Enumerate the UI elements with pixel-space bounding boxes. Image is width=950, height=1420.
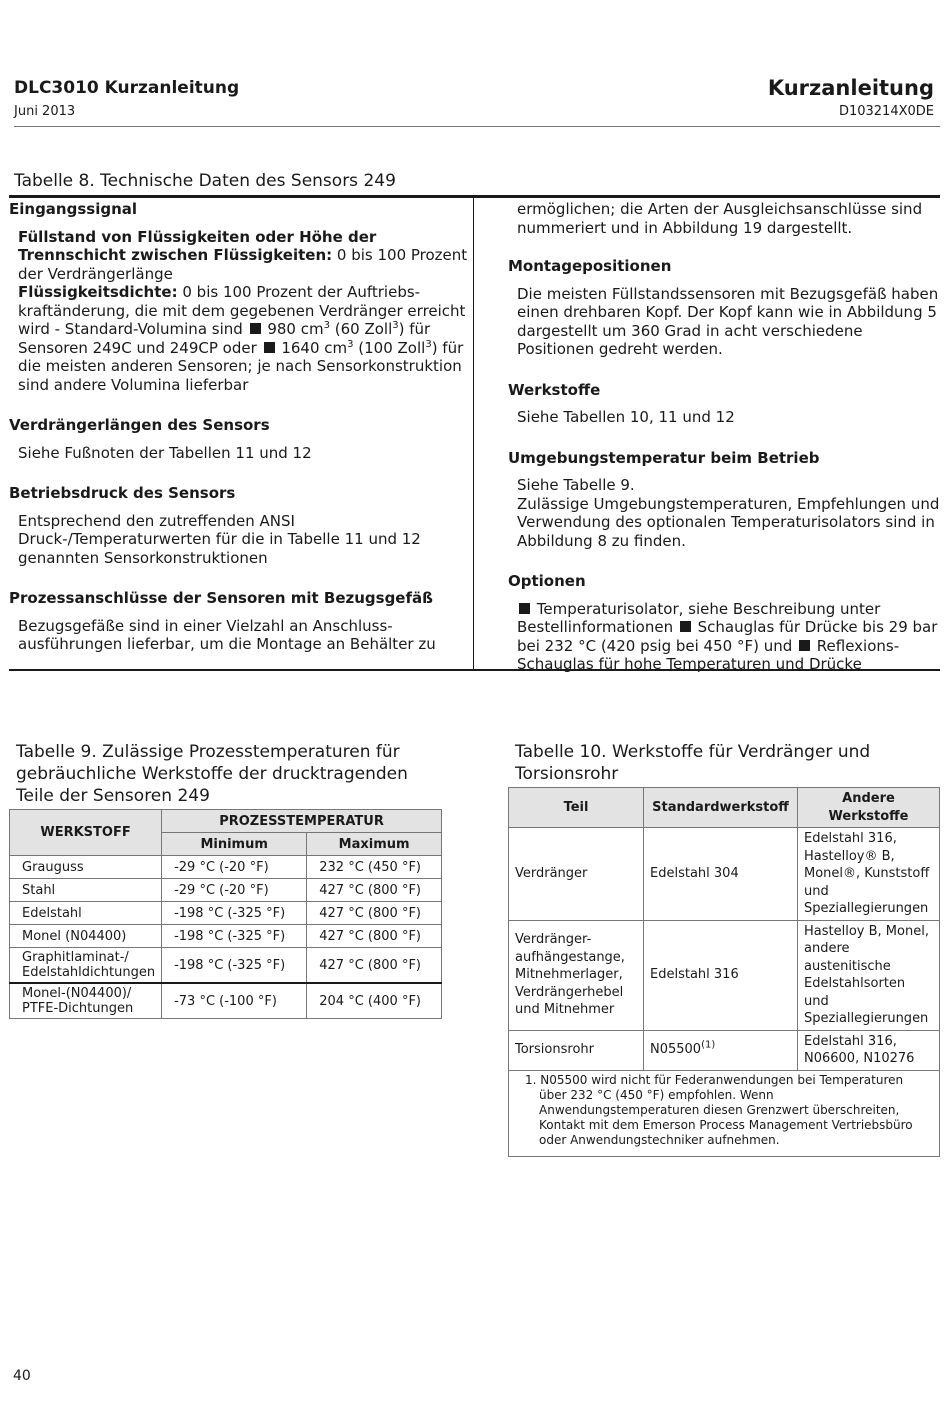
materials-body: Siehe Tabellen 10, 11 und 12 [517,408,735,426]
option-square-icon [264,342,275,353]
density-text: 0 bis 100 Prozent der Auftriebs-kraftänderung, die mit dem gegebenen Verdränger erreicht wird - Standard-Volumina sind [18,283,466,338]
option-square-icon [250,323,261,334]
table-row [509,828,940,921]
material-cell: Monel-(N04400)/ PTFE-Dichtungen [10,983,162,1019]
process-connections-continued: ermöglichen; die Arten der Ausgleichsanschlüsse sind nummeriert und in Abbildung 19 dargestellt. [517,200,923,237]
mounting-positions-body: Die meisten Füllstandssensoren mit Bezugsgefäß haben einen drehbaren Kopf. Der Kopf kann wie in Abbildung 5 dargestellt um 360 Grad in acht verschiedene Positionen gedreht werden. [517,284,939,358]
min-temp-cell: -29 °C (-20 °F) [162,856,307,879]
col-min-header: Minimum [162,833,307,856]
min-temp-cell: -29 °C (-20 °F) [162,879,307,902]
table-row [10,983,442,1019]
table9 [9,809,442,1019]
other-materials-cell: Edelstahl 316, Hastelloy® B, Monel®, Kunststoff und Speziallegierungen [798,828,940,921]
table-row [10,948,442,984]
superscript: 3 [425,338,432,350]
table-row [10,856,442,879]
material-cell: Monel (N04400) [10,925,162,948]
table10 [508,787,940,1157]
superscript: 3 [347,338,354,350]
table10-caption: Tabelle 10. Werkstoffe für Verdränger und Torsionsrohr [515,742,871,784]
col-material-header: WERKSTOFF [10,810,162,856]
table-row [10,925,442,948]
operating-pressure-body: Entsprechend den zutreffenden ANSI Druck-/Temperaturwerten für die in Tabelle 11 und 12 genannten Sensorkonstruktionen [18,511,421,567]
max-temp-cell: 427 °C (800 °F) [307,902,442,925]
table-row [10,879,442,902]
header-divider [14,126,940,127]
options-heading: Optionen [508,572,586,590]
table9-caption: Tabelle 9. Zulässige Prozesstemperaturen für gebräuchliche Werkstoffe der drucktragenden Teile der Sensoren 249 [16,742,408,806]
document-title: DLC3010 Kurzanleitung [14,78,240,98]
table8-right-column [508,200,943,696]
option-text: Schauglas für Drücke bis 29 bar bei 232 °C (420 psig bei 450 °F) und [517,618,938,655]
footnote-row [509,1070,940,1156]
operating-pressure-heading: Betriebsdruck des Sensors [9,484,236,502]
footnote-reference: (1) [701,1039,716,1051]
option-square-icon [519,603,530,614]
input-signal-heading: Eingangssignal [9,200,138,218]
max-temp-cell: 427 °C (800 °F) [307,925,442,948]
table-row [10,902,442,925]
table10-footnote: 1. N05500 wird nicht für Federanwendungen bei Temperaturen über 232 °C (450 °F) empfohlen. Wenn Anwendungstemperaturen diesen Grenzwert überschreiten, Kontakt mit dem Emerson Process Management Vertriebsbüro oder Anwendungstechniker aufnehmen. [509,1070,940,1156]
mounting-positions-heading: Montagepositionen [508,257,672,275]
table8-column-divider [473,198,474,669]
part-cell: Verdränger-aufhängestange, Mitnehmerlager, Verdrängerhebel und Mitnehmer [509,920,644,1030]
other-materials-cell: Hastelloy B, Monel, andere austenitische Edelstahlsorten und Speziallegierungen [798,920,940,1030]
option-square-icon [799,640,810,651]
other-materials-cell: Edelstahl 316, N06600, N10276 [798,1030,940,1070]
material-cell: Stahl [10,879,162,902]
document-number: D103214X0DE [838,104,934,119]
level-value: 0 bis 100 Prozent der Verdrängerlänge [18,246,468,283]
ambient-temperature-line2: Zulässige Umgebungstemperaturen, Empfehlungen und Verwendung des optionalen Temperaturisolators sind in Abbildung 8 zu finden. [517,494,940,550]
table8-caption: Tabelle 8. Technische Daten des Sensors 249 [14,171,396,191]
standard-material-cell: Edelstahl 316 [644,920,798,1030]
material-cell: Graphitlaminat-/ Edelstahldichtungen [10,948,162,984]
table8-top-rule [9,195,940,198]
displacer-lengths-body: Siehe Fußnoten der Tabellen 11 und 12 [18,443,312,462]
superscript: 3 [392,320,399,331]
superscript: 3 [323,320,330,331]
col-part-header: Teil [509,788,644,828]
volume-text: (100 Zoll [353,338,426,357]
input-signal-body [18,228,469,395]
option-text: Temperaturisolator, siehe Beschreibung unter Bestellinformationen [517,599,881,636]
col-other-header: Andere Werkstoffe [798,788,940,828]
process-connections-body: Bezugsgefäße sind in einer Vielzahl an Anschluss-ausführungen lieferbar, um die Montage an Behälter zu [18,616,436,653]
min-temp-cell: -198 °C (-325 °F) [162,902,307,925]
material-cell: Edelstahl [10,902,162,925]
document-date: Juni 2013 [14,104,76,119]
col-max-header: Maximum [307,833,442,856]
min-temp-cell: -73 °C (-100 °F) [162,983,307,1019]
min-temp-cell: -198 °C (-325 °F) [162,925,307,948]
option-text: Reflexions-Schauglas für hohe Temperaturen und Drücke [517,636,900,673]
material-cell: Grauguss [10,856,162,879]
option-square-icon [680,621,691,632]
volume-text: ) für Sensoren 249C und 249CP oder [18,320,431,357]
volume-text: 980 cm [262,320,324,338]
max-temp-cell: 427 °C (800 °F) [307,879,442,902]
volume-text: 1640 cm [276,338,348,357]
page-number: 40 [13,1368,31,1384]
table8-left-column [9,200,469,676]
density-label: Flüssigkeitsdichte: [18,283,178,301]
col-standard-header: Standardwerkstoff [644,788,798,828]
min-temp-cell: -198 °C (-325 °F) [162,948,307,984]
table-row [509,1030,940,1070]
max-temp-cell: 427 °C (800 °F) [307,948,442,984]
process-connections-heading: Prozessanschlüsse der Sensoren mit Bezugsgefäß [9,589,433,607]
ambient-temperature-body [517,476,943,550]
standard-material-cell [644,1030,798,1070]
table-row [509,920,940,1030]
document-type: Kurzanleitung [767,76,934,100]
part-cell: Verdränger [509,828,644,921]
ambient-temperature-line1: Siehe Tabelle 9. [517,476,635,494]
standard-material-text: N05500 [650,1042,702,1058]
volume-text: ) für die meisten anderen Sensoren; je nach Sensorkonstruktion sind andere Volumina lieferbar [18,338,464,394]
displacer-lengths-heading: Verdrängerlängen des Sensors [9,416,270,434]
ambient-temperature-heading: Umgebungstemperatur beim Betrieb [508,448,820,467]
part-cell: Torsionsrohr [509,1030,644,1070]
max-temp-cell: 232 °C (450 °F) [307,856,442,879]
standard-material-cell: Edelstahl 304 [644,828,798,921]
materials-heading: Werkstoffe [508,380,601,399]
options-body [517,600,943,674]
level-label: Füllstand von Flüssigkeiten oder Höhe der Trennschicht zwischen Flüssigkeiten: [18,227,377,264]
max-temp-cell: 204 °C (400 °F) [307,983,442,1019]
col-process-temperature-header: PROZESSTEMPERATUR [162,810,442,833]
volume-text: (60 Zoll [329,320,393,338]
